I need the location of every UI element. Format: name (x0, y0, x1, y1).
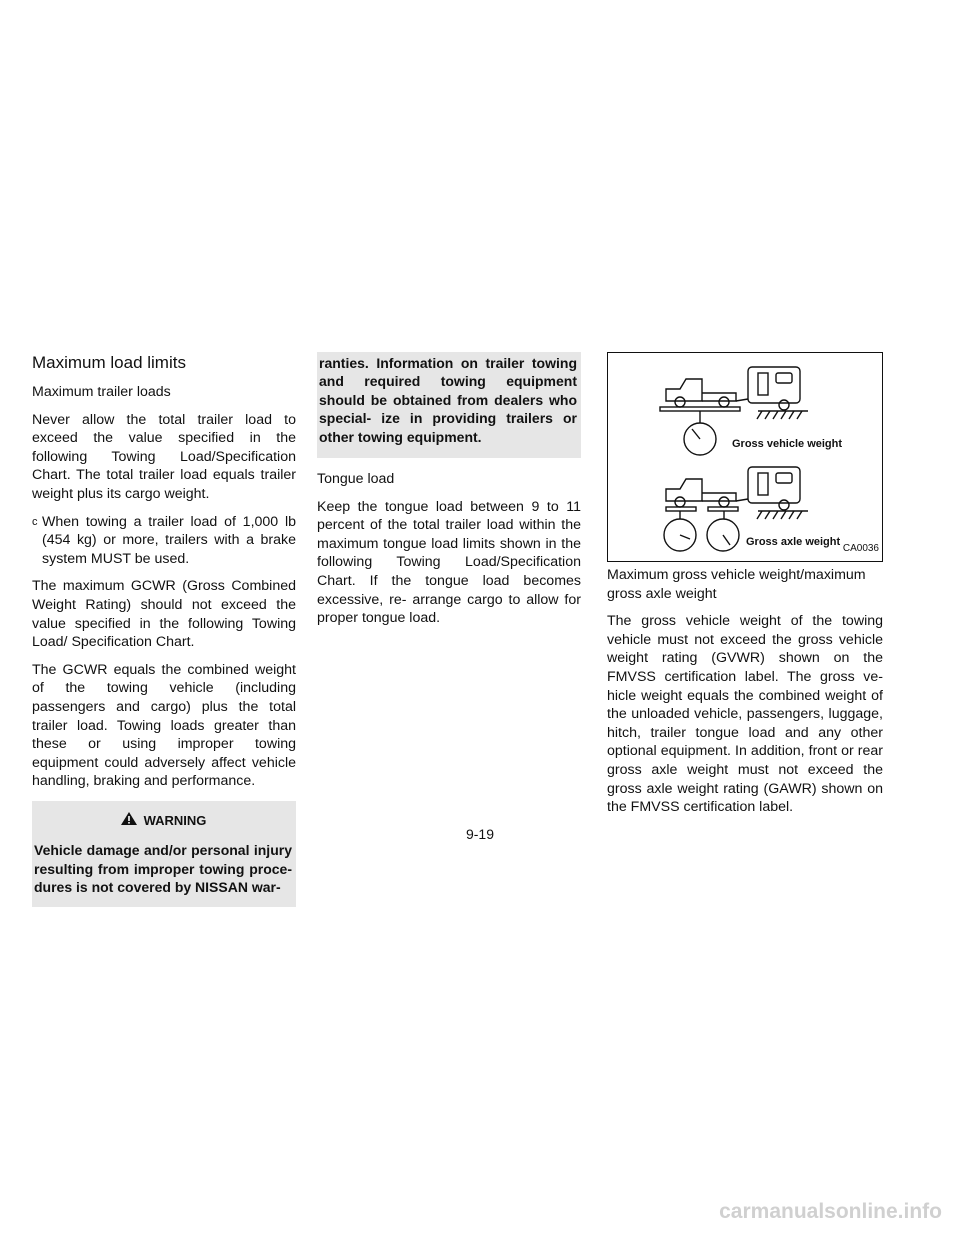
warning-box (32, 801, 296, 907)
paragraph: Keep the tongue load between 9 to 11 percent of the total trailer load within the maximum tongue load limits shown in the following Towing Load/Specification Chart. If the tongue load becomes excessive, re- arrange cargo to allow for proper tongue load. (317, 498, 581, 627)
column-left (32, 352, 296, 907)
watermark: carmanualsonline.info (719, 1200, 942, 1223)
list-item (32, 513, 296, 569)
figure-label-gross-vehicle-weight: Gross vehicle weight (732, 438, 843, 450)
warning-box-continued (317, 352, 581, 458)
towing-weight-illustration (608, 353, 884, 563)
figure-code: CA0036 (842, 543, 879, 555)
subheading-trailer-loads: Maximum trailer loads (32, 384, 171, 400)
section-title: Maximum load limits (32, 353, 186, 372)
warning-title: WARNING (143, 812, 207, 828)
column-middle (317, 352, 581, 637)
column-right (607, 352, 883, 826)
subheading-tongue-load: Tongue load (317, 471, 395, 488)
warning-text-continued: ranties. Information on trailer towing and required towing equipment should be obtained from dealers who special- ize in providing trailers or other towing equipment. (319, 355, 577, 445)
weight-diagram-figure (607, 352, 883, 562)
warning-text: Vehicle damage and/or personal injury resulting from improper towing proce- dures is not covered by NISSAN war- (34, 842, 292, 896)
paragraph: The maximum GCWR (Gross Combined Weight Rating) should not exceed the value specified in the following Towing Load/ Specification Chart. (32, 578, 296, 651)
figure-label-gross-axle-weight: Gross axle weight (746, 536, 841, 548)
paragraph: The GCWR equals the combined weight of the towing vehicle (including passengers and cargo) plus the total trailer load. Towing loads greater than these or using improper towing equipment could adversely affect vehicle handling, braking and performance. (32, 661, 296, 790)
subheading-max-gross-weight: Maximum gross vehicle weight/maximum gross axle weight (607, 567, 866, 602)
paragraph: The gross vehicle weight of the towing vehicle must not exceed the gross vehicle weight rating (GVWR) shown on the FMVSS certification label. The gross ve- hicle weight equals the combined weight of the unloaded vehicle, passengers, luggage, hitch, trailer tongue load and any other optional equipment. In addition, front or rear gross axle weight must not exceed the gross axle weight rating (GAWR) shown on the FMVSS certification label. (607, 613, 883, 816)
paragraph: Never allow the total trailer load to exceed the value specified in the following Towing Load/Specification Chart. The total trailer load equals trailer weight plus its cargo weight. (32, 411, 296, 502)
bullet-text: When towing a trailer load of 1,000 lb (454 kg) or more, trailers with a brake system MUST be used. (42, 513, 296, 567)
bullet-icon: c (32, 515, 38, 528)
page-number: 9-19 (465, 826, 495, 842)
